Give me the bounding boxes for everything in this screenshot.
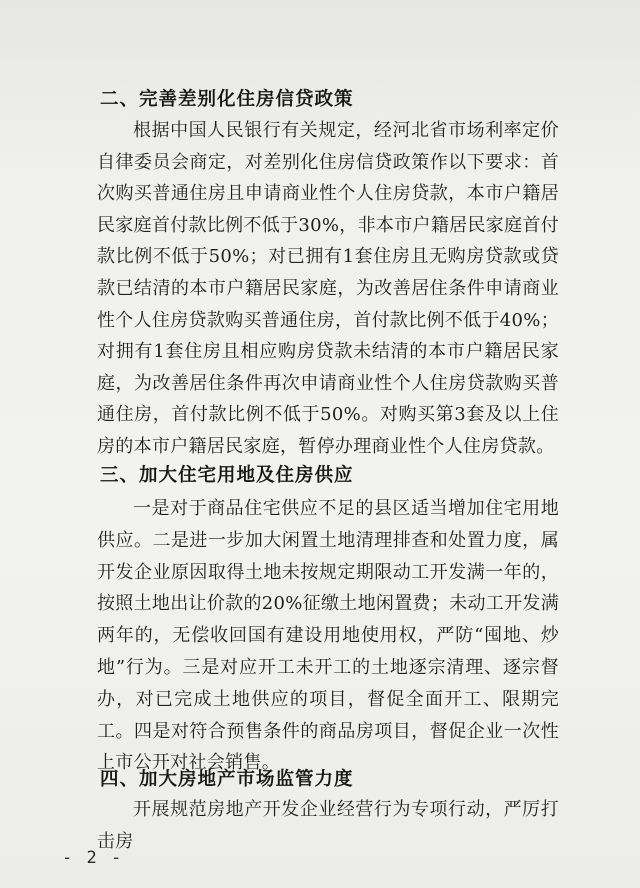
- section-3-heading: 三、加大住宅用地及住房供应: [100, 465, 354, 486]
- section-2-body: 根据中国人民银行有关规定，经河北省市场利率定价自律委员会商定，对差别化住房信贷政策作以下要求：首次购买普通住房且申请商业性个人住房贷款，本市户籍居民家庭首付款比例不低于30%，非本市户籍居民家庭首付款比例不低于50%；对已拥有1套住房且无购房贷款或贷款已结清的本市户籍居民家庭，为改善居住条件申请商业性个人住房贷款购买普通住房，首付款比例不低于40%；对拥有1套住房且相应购房贷款未结清的本市户籍居民家庭，为改善居住条件再次申请商业性个人住房贷款购买普通住房，首付款比例不低于50%。对购买第3套及以上住房的本市户籍居民家庭，暂停办理商业性个人住房贷款。: [97, 120, 559, 457]
- section-3-body: 一是对于商品住宅供应不足的县区适当增加住宅用地供应。二是进一步加大闲置土地清理排查和处置力度，属开发企业原因取得土地未按规定期限动工开发满一年的，按照土地出让价款的20%征缴土地闲置费；未动工开发满两年的，无偿收回国有建设用地使用权，严防“囤地、炒地”行为。三是对应开工未开工的土地逐宗清理、逐宗督办，对已完成土地供应的项目，督促全面开工、限期完工。四是对符合预售条件的商品房项目，督促企业一次性上市公开对社会销售。: [97, 498, 559, 774]
- section-4-heading: 四、加大房地产市场监管力度: [100, 769, 354, 790]
- section-4-body: 开展规范房地产开发企业经营行为专项行动，严厉打击房: [97, 799, 559, 852]
- section-2-heading: 二、完善差别化住房信贷政策: [100, 89, 354, 110]
- page-number: - 2 -: [62, 848, 124, 868]
